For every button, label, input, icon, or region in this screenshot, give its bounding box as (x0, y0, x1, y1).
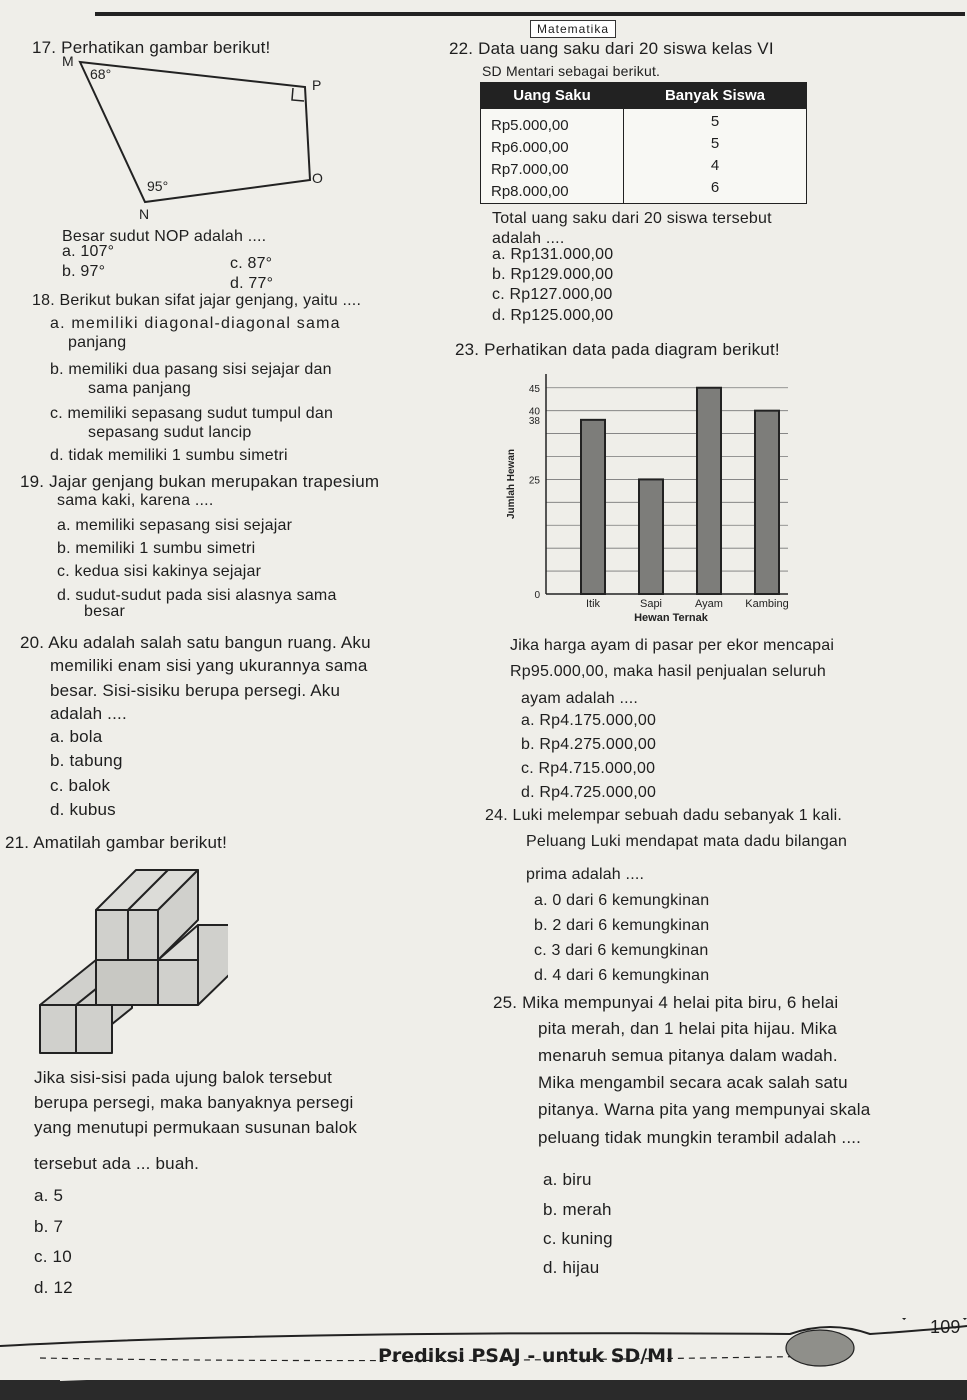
q23-option-d: d. Rp4.725.000,00 (521, 784, 657, 801)
q17-option-c: c. 87° (230, 255, 273, 272)
q23-option-c: c. Rp4.715.000,00 (521, 760, 656, 777)
q23-livestock-bar-chart (498, 368, 798, 628)
q19-line: sama kaki, karena .... (57, 492, 214, 509)
chart-x-tick-label: Itik (585, 598, 601, 610)
cell-value: 4 (710, 157, 720, 174)
cell-value: Rp5.000,00 (491, 117, 569, 134)
q20-line: memiliki enam sisi yang ukurannya sama (50, 656, 368, 675)
q18-question: 18. Berikut bukan sifat jajar genjang, yaitu .... (32, 292, 362, 309)
table-cell (481, 109, 624, 204)
q22-option-d: d. Rp125.000,00 (492, 307, 614, 324)
q18-line: b. memiliki dua pasang sisi sejajar dan (50, 361, 332, 378)
chart-x-tick-label: Sapi (639, 598, 663, 610)
footer-title: Prediksi PSAJ - untuk SD/MI (378, 1345, 674, 1367)
q23-option-a: a. Rp4.175.000,00 (521, 712, 657, 729)
q25-line: Mika mengambil secara acak salah satu (538, 1073, 848, 1092)
q23-prompt: 23. Perhatikan data pada diagram berikut! (455, 340, 780, 359)
chart-x-tick-label: Ayam (695, 598, 723, 610)
q23-option-b: b. Rp4.275.000,00 (521, 736, 657, 753)
q22-question: Total uang saku dari 20 siswa tersebut (492, 210, 772, 227)
chart-y-axis-title: Jumlah Hewan (506, 448, 517, 520)
q19-line: a. memiliki sepasang sisi sejajar (57, 517, 293, 534)
q25-line: menaruh semua pitanya dalam wadah. (538, 1046, 838, 1065)
q24-line: prima adalah .... (526, 866, 645, 883)
label-p: P (312, 77, 322, 93)
table-row (481, 109, 807, 204)
q22-line: 22. Data uang saku dari 20 siswa kelas VI (449, 39, 774, 58)
q21-line: Jika sisi-sisi pada ujung balok tersebut (34, 1068, 333, 1087)
chart-bar-itik (581, 420, 605, 594)
page-number: 109 (930, 1317, 961, 1337)
q25-line: 25. Mika mempunyai 4 helai pita biru, 6 helai (493, 993, 839, 1012)
q19-line: c. kedua sisi kakinya sejajar (57, 563, 262, 580)
chart-bar-sapi (639, 479, 663, 594)
cell-value: 5 (710, 135, 720, 152)
q23-question: Rp95.000,00, maka hasil penjualan seluruh (510, 663, 826, 680)
q17-option-d: d. 77° (230, 275, 274, 292)
q20-line: besar. Sisi-sisiku berupa persegi. Aku (50, 681, 341, 700)
q20-line: adalah .... (50, 704, 127, 723)
q20-option-a: a. bola (50, 727, 103, 746)
q25-option-a: a. biru (543, 1170, 592, 1189)
chart-bar-kambing (755, 411, 779, 594)
q18-line: sama panjang (88, 380, 191, 397)
q18-line: d. tidak memiliki 1 sumbu simetri (50, 447, 288, 464)
q18-line: sepasang sudut lancip (88, 424, 252, 441)
q20-option-d: d. kubus (50, 800, 116, 819)
chart-y-tick-label: 40 (528, 406, 540, 418)
q19-line: d. sudut-sudut pada sisi alasnya sama (57, 587, 337, 604)
q21-block-arrangement-figure (38, 865, 228, 1055)
subject-label: Matematika (530, 20, 616, 38)
q20-option-b: b. tabung (50, 751, 123, 770)
q25-line: pita merah, dan 1 helai pita hijau. Mika (538, 1019, 838, 1038)
q24-option-b: b. 2 dari 6 kemungkinan (534, 917, 710, 934)
chart-y-tick-label: 0 (534, 590, 540, 601)
q20-option-c: c. balok (50, 776, 111, 795)
q17-prompt: 17. Perhatikan gambar berikut! (32, 38, 271, 57)
q21-option-c: c. 10 (34, 1247, 72, 1266)
q21-prompt: 21. Amatilah gambar berikut! (5, 833, 227, 852)
q22-option-a: a. Rp131.000,00 (492, 246, 614, 263)
q17-quadrilateral-figure (60, 52, 340, 222)
chart-y-tick-label: 25 (528, 475, 540, 487)
chart-bar-ayam (697, 388, 721, 594)
q24-option-c: c. 3 dari 6 kemungkinan (534, 942, 709, 959)
q19-line: besar (84, 603, 126, 620)
q25-line: peluang tidak mungkin terambil adalah .... (538, 1128, 862, 1147)
q19-line: b. memiliki 1 sumbu simetri (57, 540, 256, 557)
q21-option-b: b. 7 (34, 1217, 64, 1236)
q21-line: berupa persegi, maka banyaknya persegi (34, 1093, 354, 1112)
label-m: M (62, 53, 74, 69)
angle-68: 68° (90, 66, 112, 82)
q25-option-d: d. hijau (543, 1258, 600, 1277)
cell-value: Rp8.000,00 (491, 183, 569, 200)
q21-option-a: a. 5 (34, 1186, 64, 1205)
q24-line: 24. Luki melempar sebuah dadu sebanyak 1 kali. (485, 807, 842, 824)
q24-line: Peluang Luki mendapat mata dadu bilangan (526, 833, 848, 850)
chart-x-tick-label: Kambing (745, 598, 789, 610)
table-header: Uang Saku (481, 83, 624, 109)
q21-option-d: d. 12 (34, 1278, 73, 1297)
chart-y-tick-label: 45 (528, 383, 540, 395)
chart-x-axis-title: Hewan Ternak (634, 612, 708, 624)
label-o: O (312, 170, 323, 186)
q17-question: Besar sudut NOP adalah .... (62, 228, 267, 245)
q23-question: Jika harga ayam di pasar per ekor mencapai (510, 637, 835, 654)
q25-option-b: b. merah (543, 1200, 612, 1219)
q21-line: yang menutupi permukaan susunan balok (34, 1118, 358, 1137)
cell-value: 6 (710, 179, 720, 196)
q25-line: pitanya. Warna pita yang mempunyai skala (538, 1100, 871, 1119)
chart-y-tick-label: 38 (528, 415, 540, 427)
q18-line: c. memiliki sepasang sudut tumpul dan (50, 405, 334, 422)
q24-option-d: d. 4 dari 6 kemungkinan (534, 967, 710, 984)
q22-pocket-money-table (480, 82, 807, 204)
q22-option-c: c. Rp127.000,00 (492, 286, 613, 303)
cell-value: 5 (710, 113, 720, 130)
q22-line: SD Mentari sebagai berikut. (482, 63, 661, 79)
q25-option-c: c. kuning (543, 1229, 613, 1248)
table-header: Banyak Siswa (624, 83, 807, 109)
q20-line: 20. Aku adalah salah satu bangun ruang. Aku (20, 633, 371, 652)
cell-value: Rp6.000,00 (491, 139, 569, 156)
q17-option-b: b. 97° (62, 263, 106, 280)
q21-line: tersebut ada ... buah. (34, 1154, 200, 1173)
table-cell (624, 109, 807, 204)
q18-line: panjang (68, 334, 127, 351)
q19-line: 19. Jajar genjang bukan merupakan trapesium (20, 472, 380, 491)
angle-95: 95° (147, 178, 169, 194)
q23-question: ayam adalah .... (521, 690, 639, 707)
q24-option-a: a. 0 dari 6 kemungkinan (534, 892, 710, 909)
label-n: N (139, 206, 150, 222)
q18-line: a. memiliki diagonal-diagonal sama (50, 315, 341, 332)
header-rule (95, 12, 965, 16)
cell-value: Rp7.000,00 (491, 161, 569, 178)
q22-question: adalah .... (492, 230, 565, 247)
q22-option-b: b. Rp129.000,00 (492, 266, 614, 283)
q17-option-a: a. 107° (62, 243, 115, 260)
